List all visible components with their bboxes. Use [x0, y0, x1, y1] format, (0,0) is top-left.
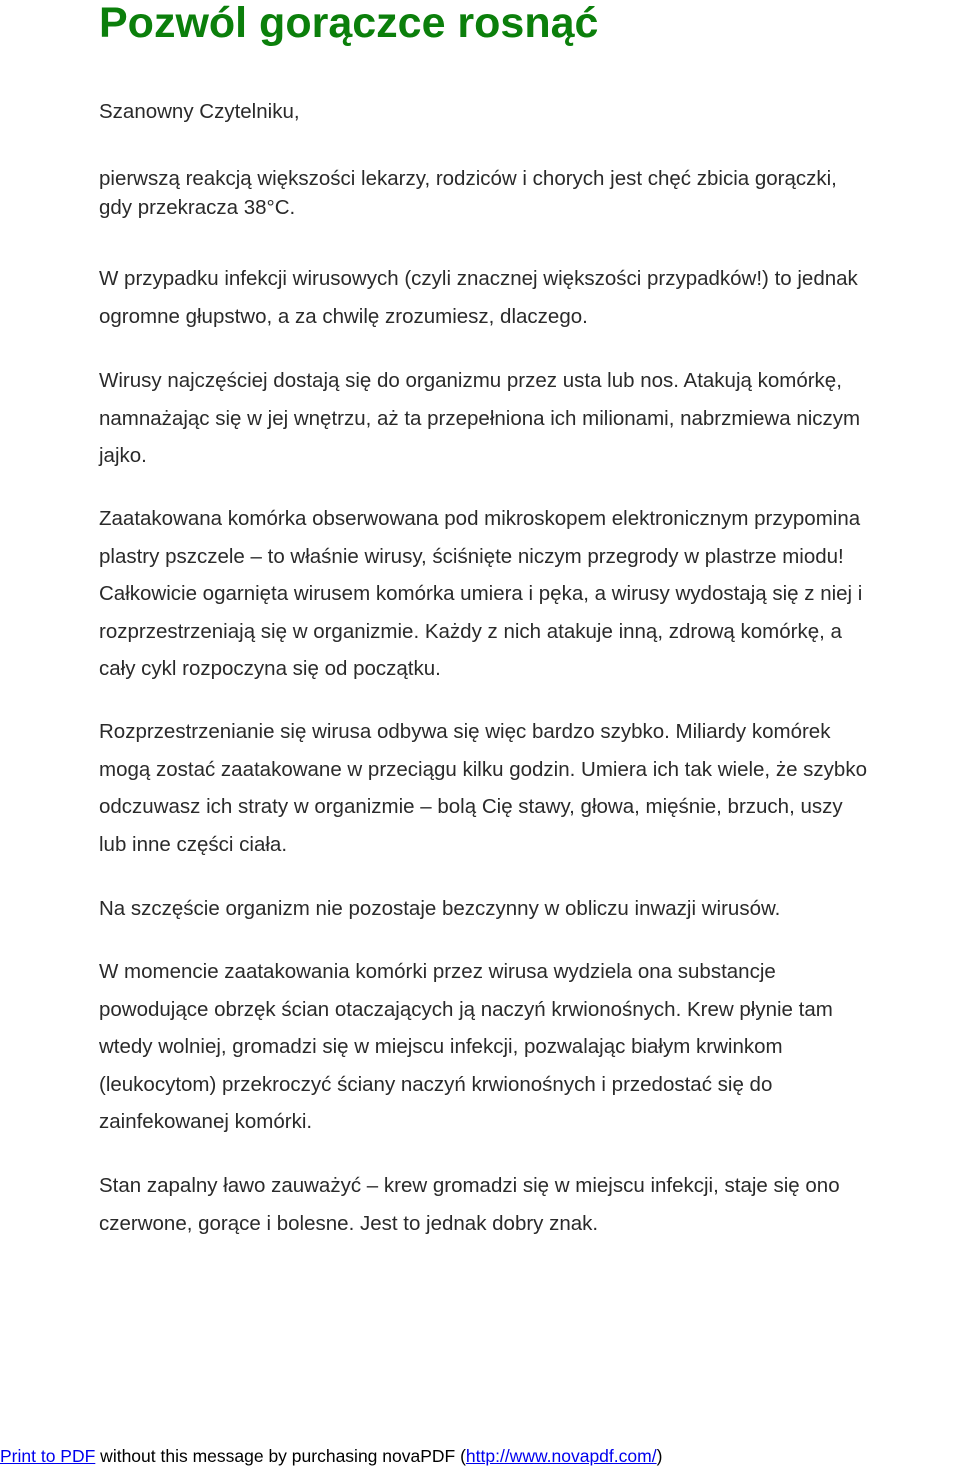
footer-closing-paren: ) — [656, 1446, 663, 1466]
paragraph-7 — [99, 953, 833, 1141]
novapdf-url-link[interactable]: http://www.novapdf.com/ — [465, 1446, 657, 1466]
paragraph-line: gdy przekracza 38°C. — [99, 196, 296, 219]
paragraph-line: plastry pszczele – to właśnie wirusy, ściśnięte niczym przegrody w plastrze miodu! — [99, 544, 844, 568]
paragraph-line: pierwszą reakcją większości lekarzy, rodziców i chorych jest chęć zbicia gorączki, — [99, 167, 837, 190]
paragraph-line: zainfekowanej komórki. — [99, 1110, 313, 1133]
print-to-pdf-link[interactable]: Print to PDF — [0, 1446, 96, 1466]
document-title: Pozwól gorączce rosnąć — [99, 0, 599, 47]
paragraph-line: mogą zostać zaatakowane w przeciągu kilku godzin. Umiera ich tak wiele, że szybko — [99, 757, 867, 781]
paragraph-line: jajko. — [99, 444, 147, 467]
paragraph-line: odczuwasz ich straty w organizmie – bolą Cię stawy, głowa, mięśnie, brzuch, uszy — [99, 795, 843, 818]
paragraph-line: (leukocytom) przekroczyć ściany naczyń krwionośnych i przedostać się do — [99, 1072, 773, 1096]
paragraph-line: wtedy wolniej, gromadzi się w miejscu infekcji, pozwalając białym krwinkom — [99, 1035, 783, 1058]
paragraph-line: powodujące obrzęk ścian otaczających ją naczyń krwionośnych. Krew płynie tam — [99, 997, 833, 1021]
paragraph-line: czerwone, gorące i bolesne. Jest to jednak dobry znak. — [99, 1211, 599, 1235]
paragraph-line: lub inne części ciała. — [99, 832, 288, 856]
paragraph-4 — [99, 500, 862, 688]
print-footer — [0, 1443, 662, 1469]
paragraph-3 — [99, 362, 860, 475]
footer-message: without this message by purchasing novaPDF ( — [95, 1446, 466, 1466]
paragraph-line: ogromne głupstwo, a za chwilę zrozumiesz, dlaczego. — [99, 304, 588, 328]
paragraph-line: Zaatakowana komórka obserwowana pod mikroskopem elektronicznym przypomina — [99, 507, 861, 530]
paragraph-line: namnażając się w jej wnętrzu, aż ta przepełniona ich milionami, nabrzmiewa niczym — [99, 406, 861, 430]
paragraph-line: W momencie zaatakowania komórki przez wirusa wydziela ona substancje — [99, 960, 776, 983]
paragraph-8 — [99, 1167, 840, 1242]
paragraph-line: Całkowicie ogarnięta wirusem komórka umiera i pęka, a wirusy wydostają się z niej i — [99, 582, 863, 605]
greeting-line: Szanowny Czytelniku, — [99, 100, 300, 123]
paragraph-line: Stan zapalny ławo zauważyć – krew gromadzi się w miejscu infekcji, staje się ono — [99, 1174, 840, 1197]
paragraph-line: W przypadku infekcji wirusowych (czyli znacznej większości przypadków!) to jednak — [99, 267, 858, 290]
paragraph-line: rozprzestrzeniają się w organizmie. Każdy z nich atakuje inną, zdrową komórkę, a — [99, 619, 842, 643]
paragraph-2 — [99, 260, 858, 335]
paragraph-5 — [99, 713, 867, 863]
paragraph-line: cały cykl rozpoczyna się od początku. — [99, 657, 441, 680]
paragraph-line: Na szczęście organizm nie pozostaje bezczynny w obliczu inwazji wirusów. — [99, 897, 781, 920]
paragraph-1 — [99, 164, 837, 222]
paragraph-line: Wirusy najczęściej dostają się do organizmu przez usta lub nos. Atakują komórkę, — [99, 369, 842, 392]
paragraph-6 — [99, 890, 780, 928]
greeting — [99, 97, 300, 126]
paragraph-line: Rozprzestrzenianie się wirusa odbywa się więc bardzo szybko. Miliardy komórek — [99, 720, 831, 743]
